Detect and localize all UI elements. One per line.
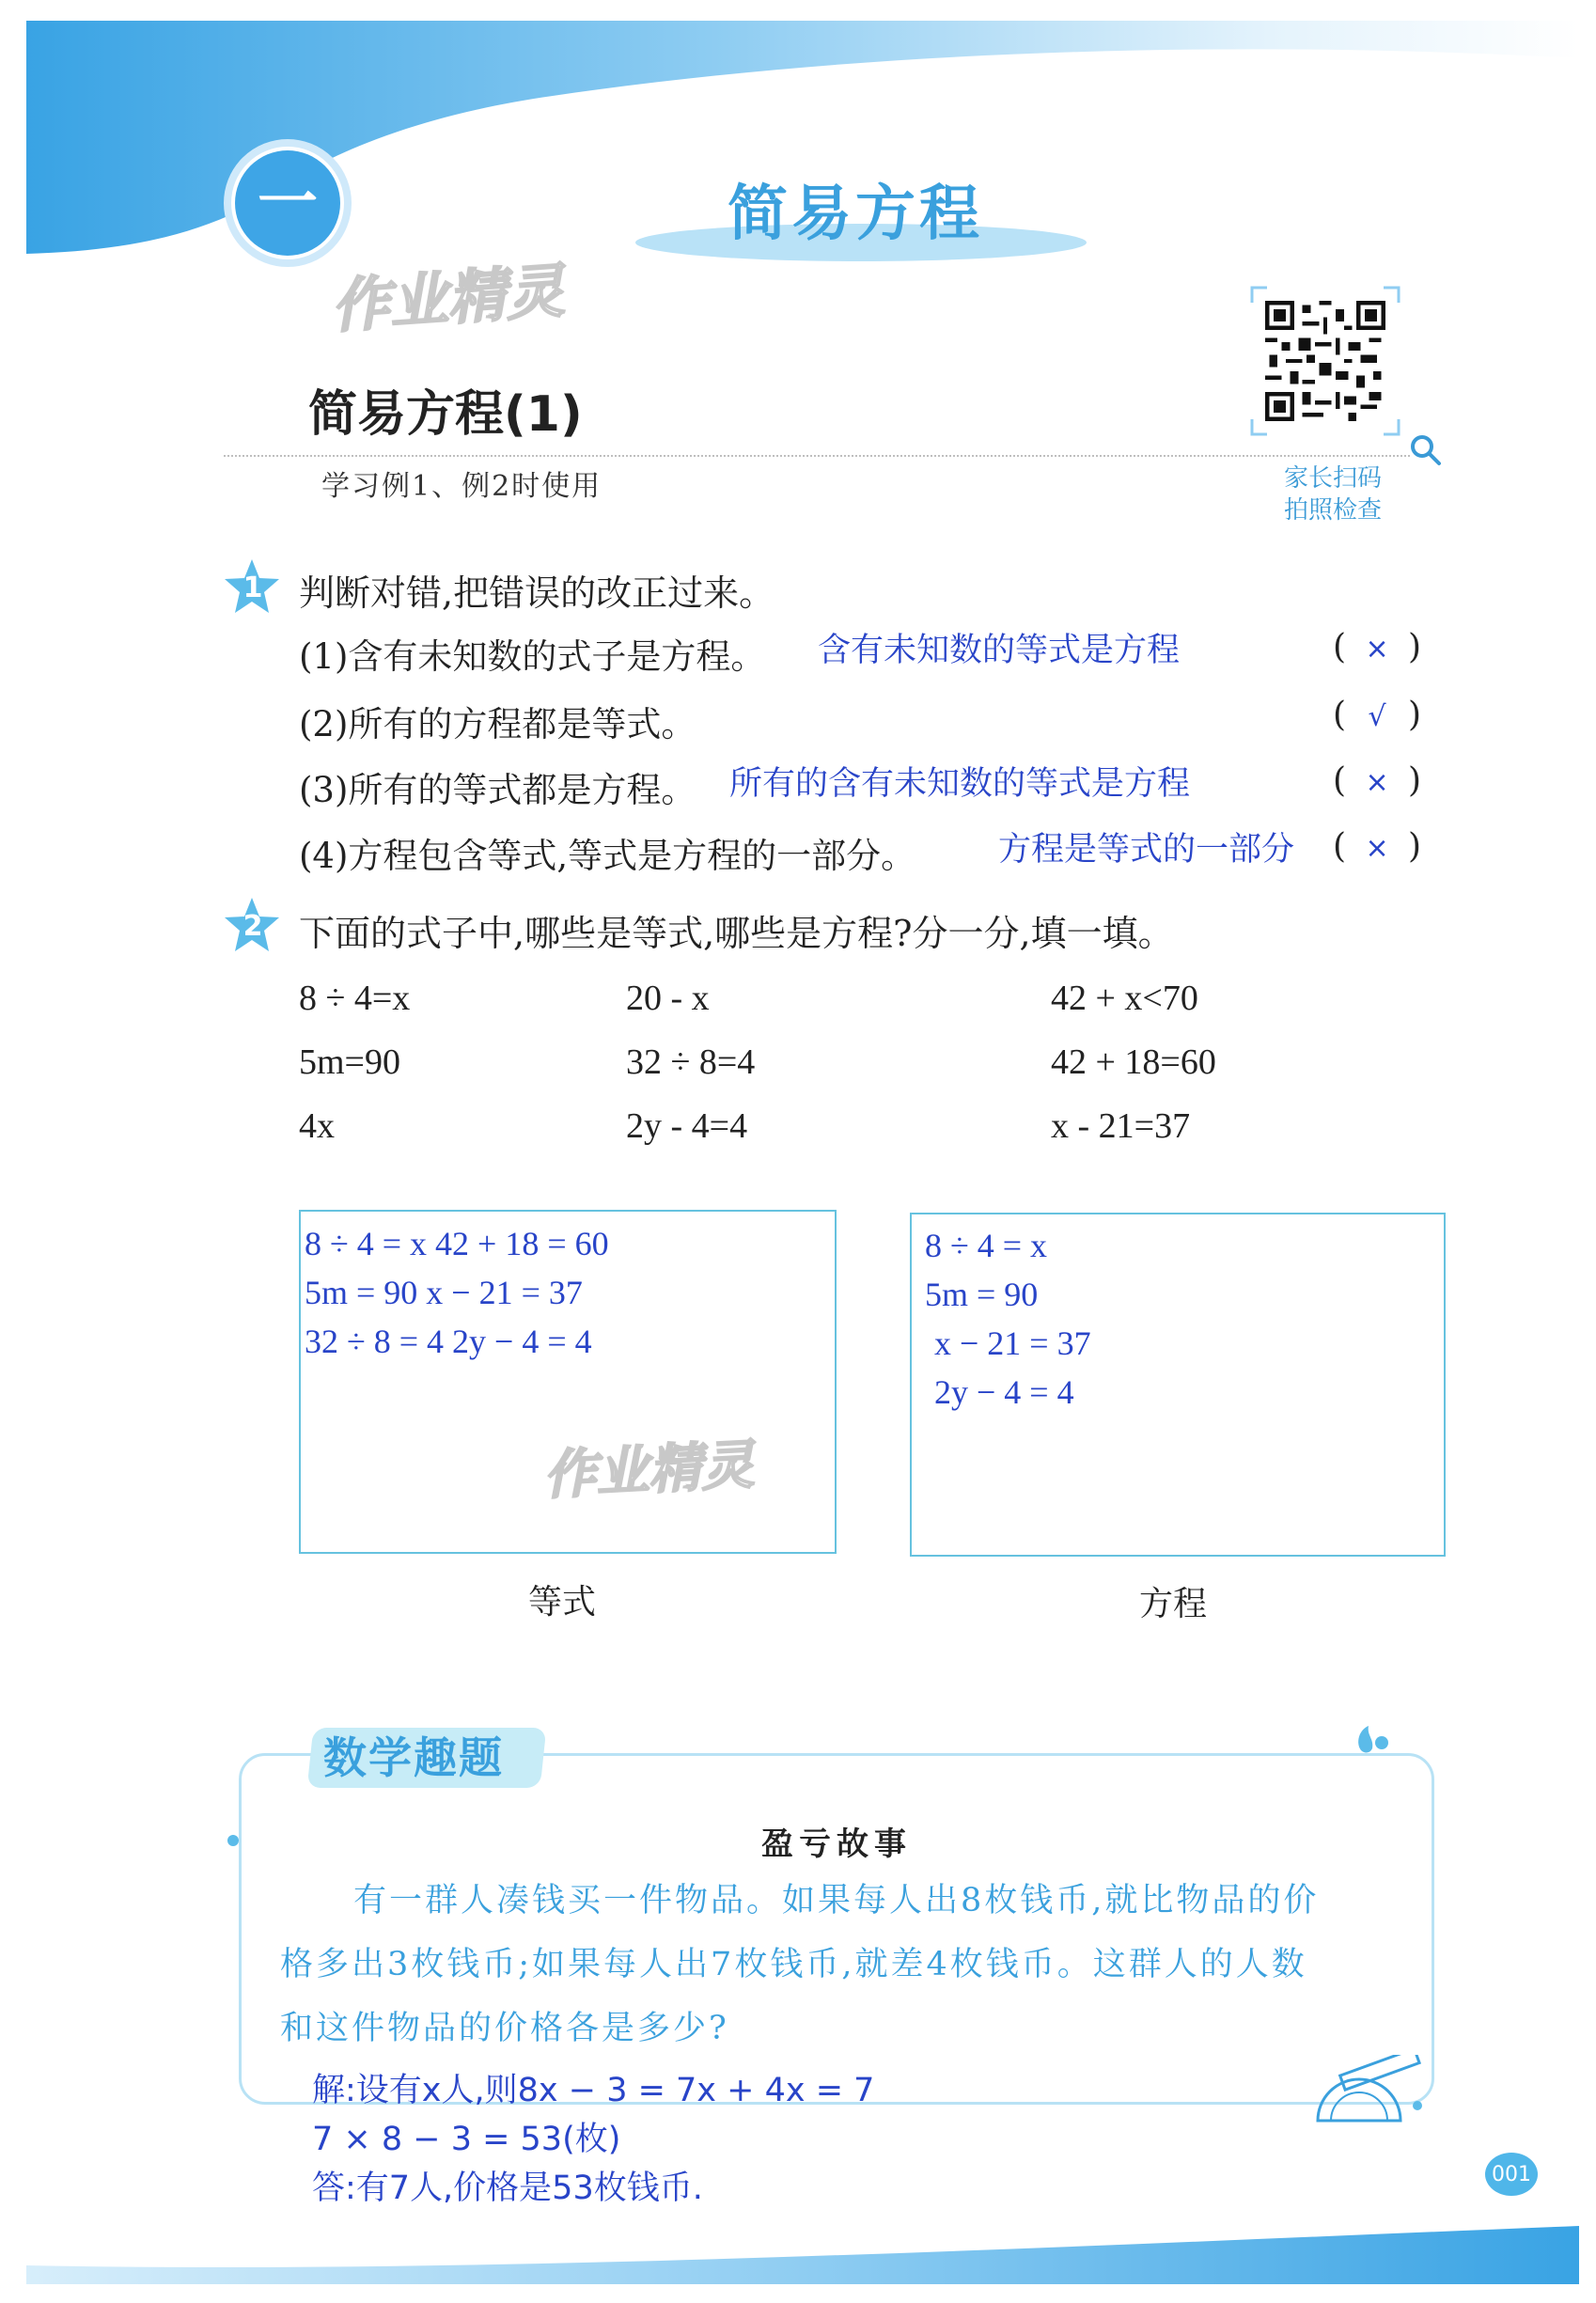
decoration-dot-icon — [226, 1833, 241, 1848]
q1-item-4-answer: ( × ) — [1333, 827, 1422, 866]
expression: 42 + 18=60 — [1051, 1042, 1216, 1082]
solution-line-1: 解:设有x人,则8x − 3 = 7x + 4x = 7 — [312, 2072, 875, 2109]
ruler-protractor-icon — [1312, 2055, 1425, 2134]
q1-item-4-mark: × — [1365, 832, 1389, 865]
equations-label: 方程 — [1139, 1585, 1208, 1623]
expression: x - 21=37 — [1051, 1106, 1191, 1146]
question-2-star-icon — [222, 895, 282, 955]
expression: 32 ÷ 8=4 — [626, 1042, 756, 1082]
equalities-line-2: 5m = 90 x − 21 = 37 — [305, 1274, 583, 1311]
q1-item-3 — [299, 761, 696, 812]
expression: 2y - 4=4 — [626, 1106, 748, 1146]
q1-item-1-answer: ( × ) — [1333, 628, 1422, 666]
q1-item-1 — [299, 628, 765, 679]
equalities-line-1: 8 ÷ 4 = x 42 + 18 = 60 — [305, 1225, 609, 1262]
equations-line-3: x − 21 = 37 — [934, 1324, 1091, 1362]
page-number: 001 — [1485, 2153, 1538, 2196]
scan-hint — [1267, 462, 1399, 526]
question-1-prompt: 判断对错,把错误的改正过来。 — [299, 572, 775, 614]
problem-line-3: 和这件物品的价格各是多少? — [280, 2010, 729, 2047]
solution-line-3: 答:有7人,价格是53枚钱币. — [312, 2170, 703, 2207]
equations-line-1: 8 ÷ 4 = x — [925, 1227, 1048, 1264]
chapter-title: 简易方程 — [728, 180, 983, 249]
equalities-label: 等式 — [528, 1583, 597, 1622]
unit-number: 一 — [235, 150, 340, 256]
equalities-line-3: 32 ÷ 8 = 4 2y − 4 = 4 — [305, 1323, 592, 1360]
expression: 4x — [299, 1106, 335, 1146]
lesson-subtitle: 学习例1、例2时使用 — [321, 470, 602, 503]
solution-line-2: 7 × 8 − 3 = 53(枚) — [312, 2121, 621, 2158]
qr-code[interactable] — [1265, 301, 1385, 421]
q1-item-1-mark: × — [1365, 633, 1389, 666]
question-2-prompt: 下面的式子中,哪些是等式,哪些是方程?分一分,填一填。 — [299, 913, 1174, 954]
q1-item-4 — [299, 827, 915, 878]
q1-item-3-answer: ( × ) — [1333, 761, 1422, 800]
expression: 5m=90 — [299, 1042, 400, 1082]
problem-line-1: 有一群人凑钱买一件物品。如果每人出8枚钱币,就比物品的价 — [353, 1882, 1320, 1919]
q1-item-3-mark: × — [1365, 766, 1389, 799]
q1-item-2 — [299, 696, 696, 746]
fun-math-tag: 数学趣题 — [323, 1732, 504, 1783]
q1-item-4-correction: 方程是等式的一部分 — [998, 831, 1295, 869]
fun-math-box — [239, 1753, 1434, 2105]
q1-item-3-correction: 所有的含有未知数的等式是方程 — [729, 765, 1191, 803]
watermark: 作业精灵 — [541, 1434, 756, 1507]
scan-line-1: 家长扫码 — [1283, 464, 1382, 493]
fun-math-title: 盈亏故事 — [761, 1825, 912, 1863]
decoration-drop-icon — [1353, 1722, 1391, 1754]
question-2-number: 2 — [243, 910, 263, 943]
expression: 20 - x — [626, 979, 710, 1018]
watermark: 作业精灵 — [329, 256, 567, 341]
question-1-number: 1 — [243, 572, 263, 604]
q1-item-3-text: (3)所有的等式都是方程。 — [299, 770, 696, 810]
lesson-title: 简易方程(1) — [308, 386, 583, 443]
equations-line-4: 2y − 4 = 4 — [934, 1373, 1074, 1411]
scan-line-2: 拍照检查 — [1283, 496, 1382, 525]
q1-item-2-answer: ( √ ) — [1333, 696, 1422, 734]
search-icon — [1410, 434, 1442, 466]
q1-item-1-text: (1)含有未知数的式子是方程。 — [299, 636, 766, 677]
problem-line-2: 格多出3枚钱币;如果每人出7枚钱币,就差4枚钱币。这群人的人数 — [280, 1946, 1307, 1983]
question-1-star-icon — [222, 556, 282, 617]
q1-item-1-correction: 含有未知数的等式是方程 — [818, 632, 1181, 669]
q1-item-2-mark: √ — [1368, 700, 1386, 733]
q1-item-2-text: (2)所有的方程都是等式。 — [299, 704, 696, 744]
q1-item-4-text: (4)方程包含等式,等式是方程的一部分。 — [299, 836, 916, 876]
equations-line-2: 5m = 90 — [925, 1276, 1039, 1313]
title-divider — [224, 455, 1410, 457]
expression: 42 + x<70 — [1051, 979, 1198, 1018]
expression: 8 ÷ 4=x — [299, 979, 411, 1018]
unit-number-badge — [224, 139, 352, 267]
footer-background — [26, 2218, 1579, 2284]
